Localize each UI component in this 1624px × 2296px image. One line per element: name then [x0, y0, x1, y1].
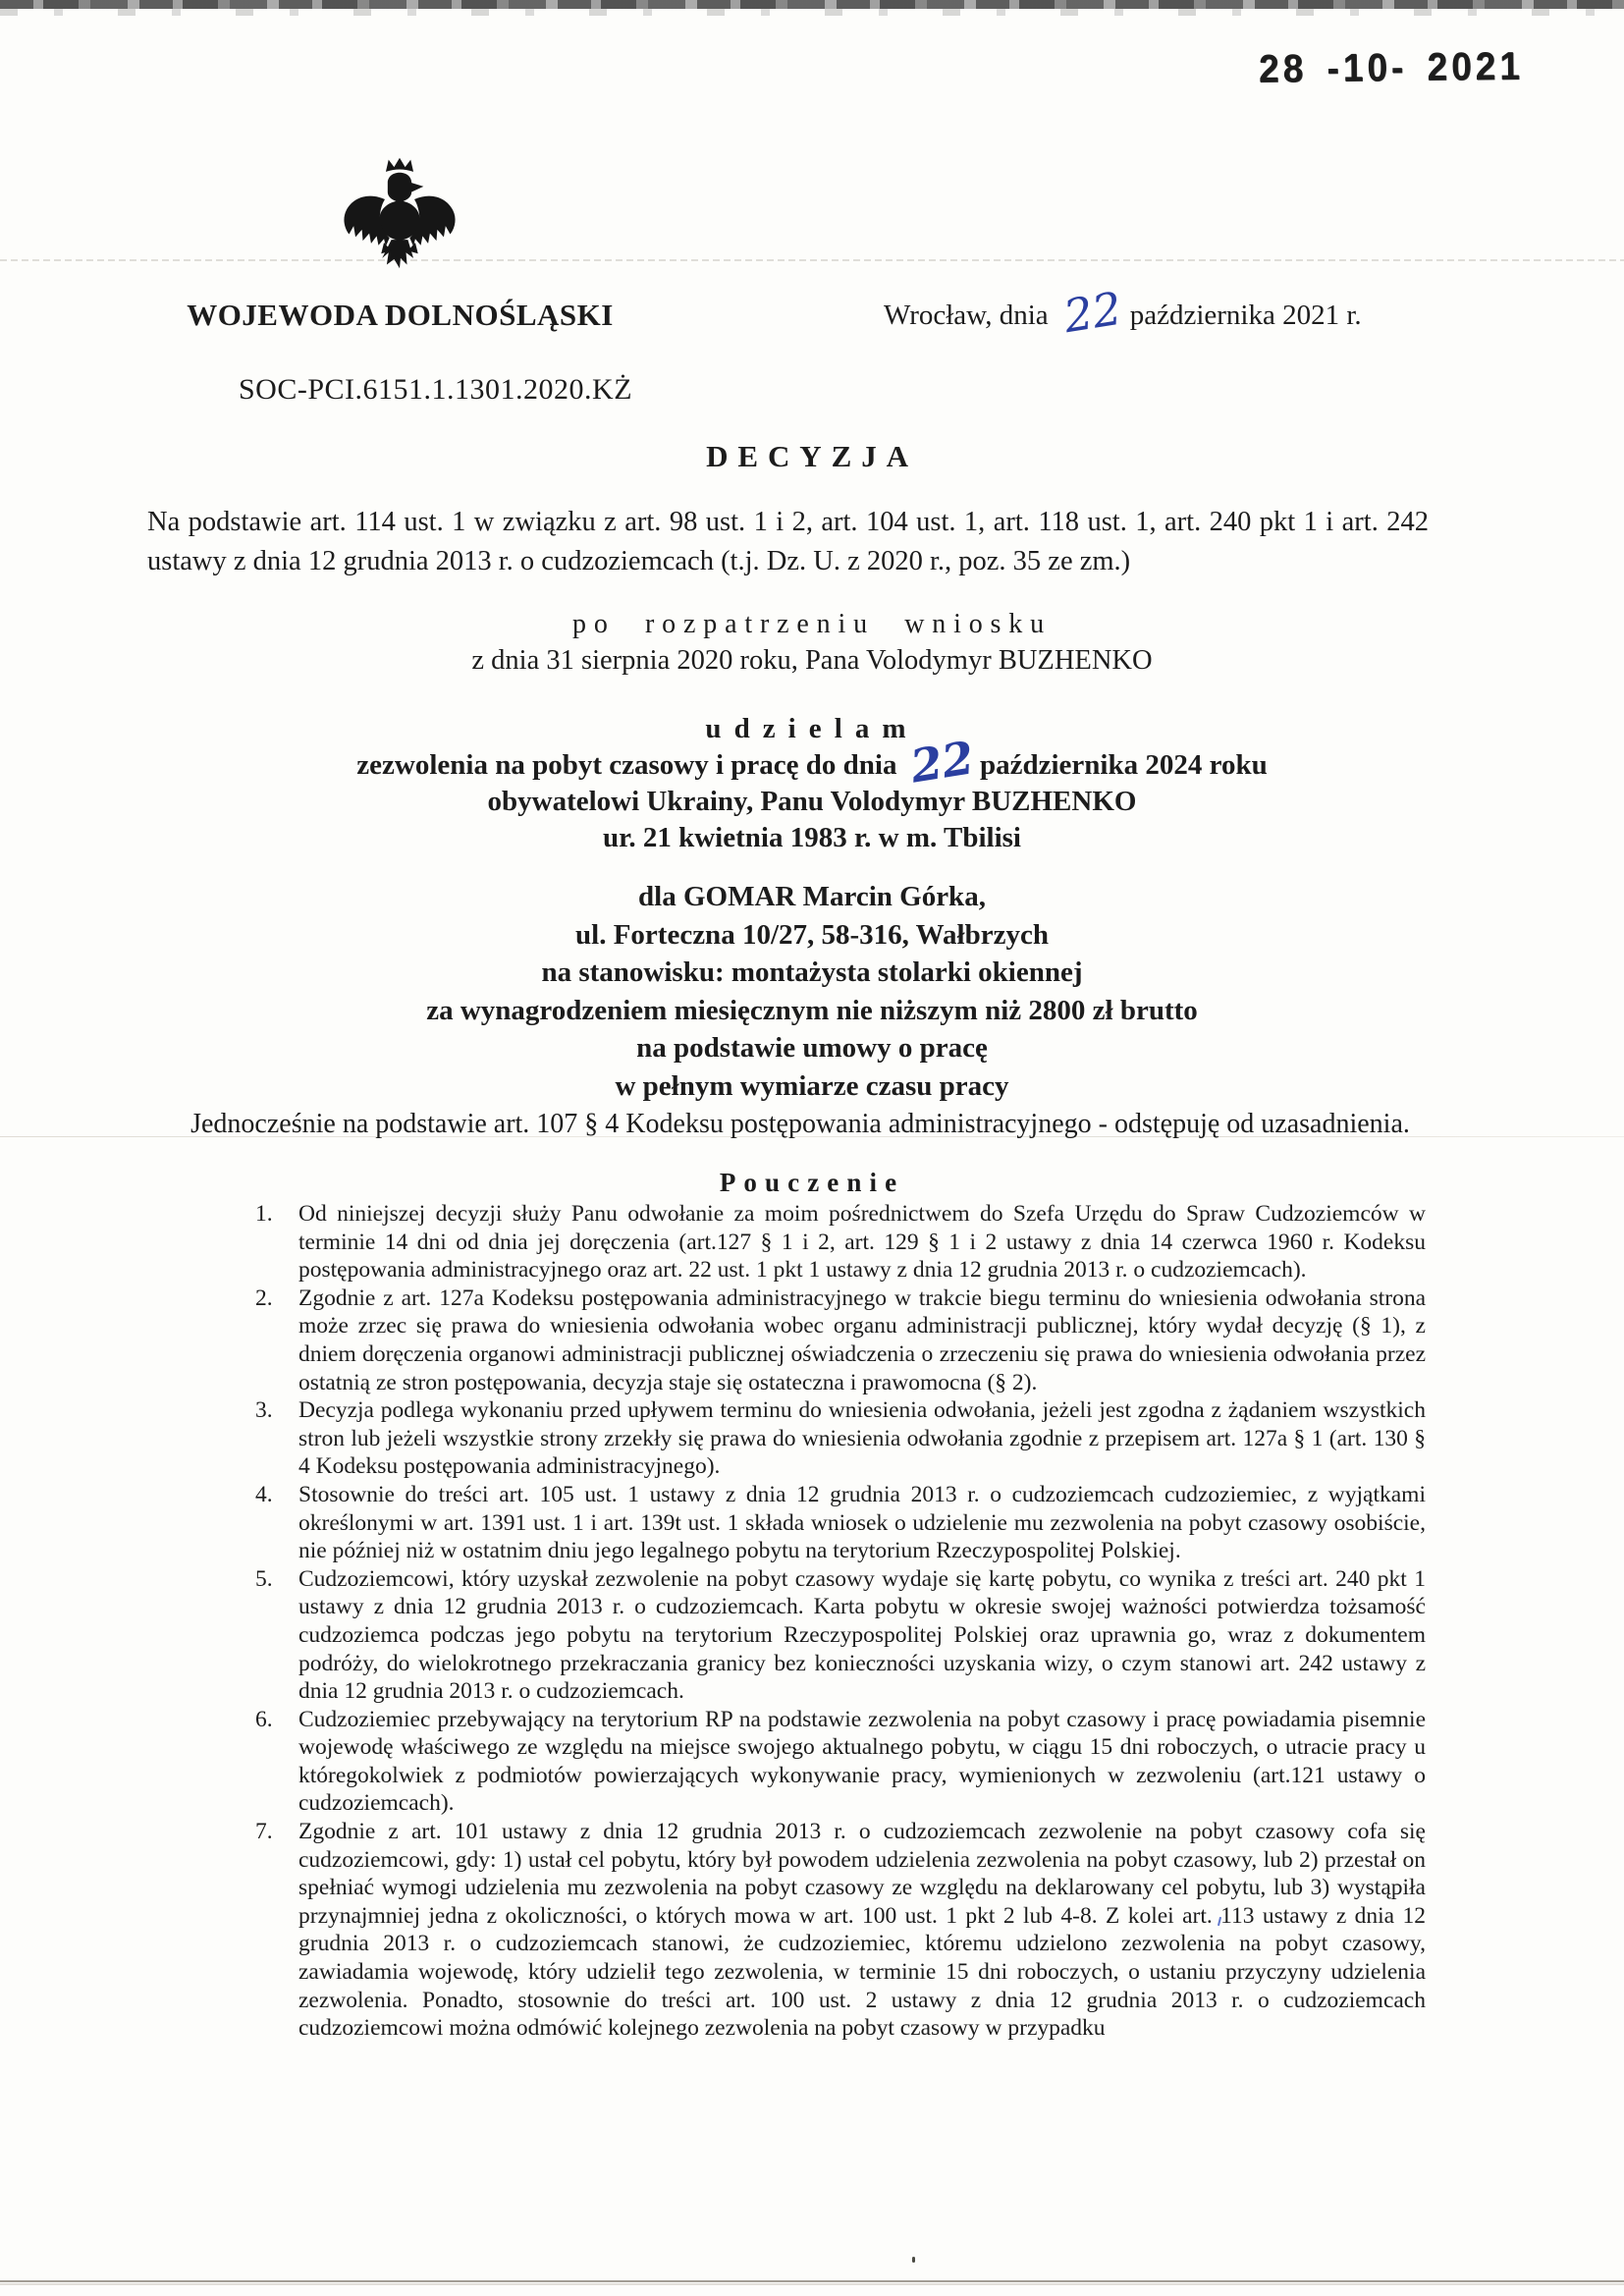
- justification-waiver: Jednocześnie na podstawie art. 107 § 4 Kodeksu postępowania administracyjnego - odstępuję od uzasadnienia.: [190, 1109, 1410, 1139]
- pouczenie-item: [247, 1818, 1426, 2043]
- authority-title: WOJEWODA DOLNOŚLĄSKI: [187, 298, 614, 332]
- place-and-date-line: [884, 281, 1453, 344]
- application-line: z dnia 31 sierpnia 2020 roku, Pana Volodymyr BUZHENKO: [471, 645, 1153, 676]
- pouczenie-item: [247, 1396, 1426, 1481]
- pouczenie-item: [247, 1565, 1426, 1706]
- pouczenie-item-number: 7.: [255, 1819, 273, 1845]
- after-review-heading: po rozpatrzeniu wniosku: [572, 609, 1052, 639]
- pouczenie-item-number: 1.: [255, 1201, 273, 1227]
- grant-line-2: obywatelowi Ukrainy, Panu Volodymyr BUZHENKO: [487, 786, 1137, 817]
- pouczenie-list: [247, 1200, 1426, 2043]
- pouczenie-heading: Pouczenie: [719, 1168, 905, 1197]
- scan-crease-line-upper: [0, 259, 1624, 261]
- pouczenie-item-text: Zgodnie z art. 101 ustawy z dnia 12 grudnia 2013 r. o cudzoziemcach zezwolenie na pobyt czasowy cofa się cudzoziemcowi, gdy: 1) ustał cel pobytu, który był powodem udzielenia zezwolenia na pobyt czasowy, lub 2) przestał on spełniać wymogi udzielenia mu zezwolenia na pobyt czasowy ze względu na deklarowany cel pobytu, lub 3) wystąpiła przynajmniej jedna z okoliczności, o których mowa w art. 100 ust. 1 pkt 2 lub 4-8. Z kolei art. 113 ustawy z dnia 12 grudnia 2013 r. o cudzoziemcach stanowi, że cudzoziemiec, któremu udzielono zezwolenia na pobyt czasowy, zawiadamia wojewodę, który udzielił tego zezwolenia, w terminie 15 dni roboczych, o ustaniu przyczyny udzielenia zezwolenia. Ponadto, stosownie do treści art. 100 ust. 2 ustawy z dnia 12 grudnia 2013 r. o cudzoziemcach cudzoziemcowi można odmówić kolejnego zezwolenia na pobyt czasowy w przypadku: [298, 1819, 1426, 2042]
- place-date-suffix: października 2021 r.: [1129, 300, 1362, 331]
- grant-block: [0, 711, 1624, 856]
- pouczenie-item-number: 4.: [255, 1481, 273, 1507]
- employer-line: w pełnym wymiarze czasu pracy: [615, 1069, 1009, 1102]
- pouczenie-item-number: 2.: [255, 1285, 273, 1311]
- pouczenie-item: [247, 1285, 1426, 1396]
- employer-line: na stanowisku: montażysta stolarki okiennej: [541, 957, 1083, 988]
- pouczenie-item-text: Decyzja podlega wykonaniu przed upływem terminu do wniesienia odwołania, jeżeli jest zgodna z żądaniem wszystkich stron lub jeżeli wszystkie strony zrzekły się prawa do wniesienia odwołania zgodnie z przepisem art. 127a § 1 (art. 130 § 4 Kodeksu postępowania administracyjnego).: [298, 1397, 1426, 1480]
- employer-line: ul. Forteczna 10/27, 58-316, Wałbrzych: [575, 918, 1049, 951]
- scan-stray-dot: [912, 2257, 915, 2263]
- pouczenie-item: [247, 1481, 1426, 1565]
- scan-artifact-top-band: [0, 0, 1624, 9]
- pouczenie-item-text: Od niniejszej decyzji służy Panu odwołanie za moim pośrednictwem do Szefa Urzędu do Spraw Cudzoziemców w terminie 14 dni od dnia jej doręczenia (art.127 § 1 i 2, art. 129 § 1 i 2 ustawy z dnia 14 czerwca 1960 r. Kodeksu postępowania administracyjnego oraz art. 22 ust. 1 pkt 1 ustawy z dnia 12 grudnia 2013 r. o cudzoziemcach).: [298, 1201, 1426, 1284]
- place-date-prefix: Wrocław, dnia: [884, 300, 1049, 331]
- pouczenie-item-text: Zgodnie z art. 127a Kodeksu postępowania administracyjnego w trakcie biegu terminu do wniesienia odwołania strona może zrzec się prawa do wniesienia odwołania wobec organu administracji publicznej, który wydał decyzję (§ 1), z dniem doręczenia organowi administracji publicznej oświadczenia o zrzeczeniu się prawa do wniesienia odwołania przez ostatnią ze stron postępowania, decyzja staje się ostateczna i prawomocna (§ 2).: [298, 1285, 1426, 1395]
- pouczenie-item: [247, 1706, 1426, 1818]
- handwritten-day-grant: 22: [906, 731, 978, 793]
- scan-page-bottom-edge: [0, 2280, 1624, 2282]
- polish-eagle-emblem: [339, 155, 460, 291]
- pouczenie-item-text: Stosownie do treści art. 105 ust. 1 ustawy z dnia 12 grudnia 2013 r. o cudzoziemcach cudzoziemiec, z wyjątkami określonymi w art. 1391 ust. 1 i art. 139t ust. 1 składa wniosek o udzielenie mu zezwolenia na pobyt czasowy osobiście, nie później niż w ostatnim dniu jego legalnego pobytu na terytorium Rzeczypospolitej Polskiej.: [298, 1481, 1426, 1564]
- grant-line1-suffix: października 2024 roku: [979, 749, 1268, 781]
- employer-line: dla GOMAR Marcin Górka,: [638, 881, 986, 912]
- document-title: DECYZJA: [706, 439, 918, 473]
- legal-basis-paragraph: Na podstawie art. 114 ust. 1 w związku z art. 98 ust. 1 i 2, art. 104 ust. 1, art. 118 ust. 1, art. 240 pkt 1 i art. 242 ustawy z dnia 12 grudnia 2013 r. o cudzoziemcach (t.j. Dz. U. z 2020 r., poz. 35 ze zm.): [147, 507, 1429, 576]
- pouczenie-item-text: Cudzoziemiec przebywający na terytorium RP na podstawie zezwolenia na pobyt czasowy i pracę powiadamia pisemnie wojewodę właściwego ze względu na miejsce swojego aktualnego pobytu, w ciągu 15 dni roboczych, o utracie pracy u któregokolwiek z podmiotów powierzających wykonywanie pracy, wymienionych w zezwoleniu (art.121 ustawy o cudzoziemcach).: [298, 1706, 1426, 1817]
- employer-block: [0, 878, 1624, 1105]
- pouczenie-item-number: 3.: [255, 1397, 273, 1424]
- pouczenie-item: [247, 1200, 1426, 1285]
- received-date-stamp: 28 -10- 2021: [1258, 43, 1525, 91]
- grant-line-1: [0, 731, 1624, 793]
- case-reference-number: SOC-PCI.6151.1.1301.2020.KŻ: [239, 373, 633, 406]
- scan-artifact-top-band-light: [0, 9, 1624, 16]
- scan-page-bottom-edge-shadow: [0, 2283, 1624, 2285]
- pouczenie-item-number: 6.: [255, 1706, 273, 1732]
- grant-heading: udzielam: [705, 713, 919, 744]
- pouczenie-item-text: Cudzoziemcowi, który uzyskał zezwolenie na pobyt czasowy wydaje się kartę pobytu, co wynika z treści art. 240 pkt 1 ustawy z dnia 12 grudnia 2013 r. o cudzoziemcach. Karta pobytu w okresie swojej ważności potwierdza tożsamość cudzoziemca podczas jego pobytu na terytorium Rzeczypospolitej Polskiej oraz uprawnia go, wraz z dokumentem podróży, do wielokrotnego przekraczania granicy bez konieczności uzyskania wizy, o czym stanowi art. 242 ustawy z dnia 12 grudnia 2013 r. o cudzoziemcach.: [298, 1565, 1426, 1705]
- employer-line: za wynagrodzeniem miesięcznym nie niższym niż 2800 zł brutto: [426, 994, 1198, 1026]
- employer-line: na podstawie umowy o pracę: [636, 1032, 988, 1064]
- handwritten-day-header: 22: [1059, 281, 1125, 344]
- grant-line-3: ur. 21 kwietnia 1983 r. w m. Tbilisi: [603, 822, 1021, 853]
- grant-line1-prefix: zezwolenia na pobyt czasowy i pracę do dnia: [356, 749, 897, 781]
- pouczenie-item-number: 5.: [255, 1565, 273, 1592]
